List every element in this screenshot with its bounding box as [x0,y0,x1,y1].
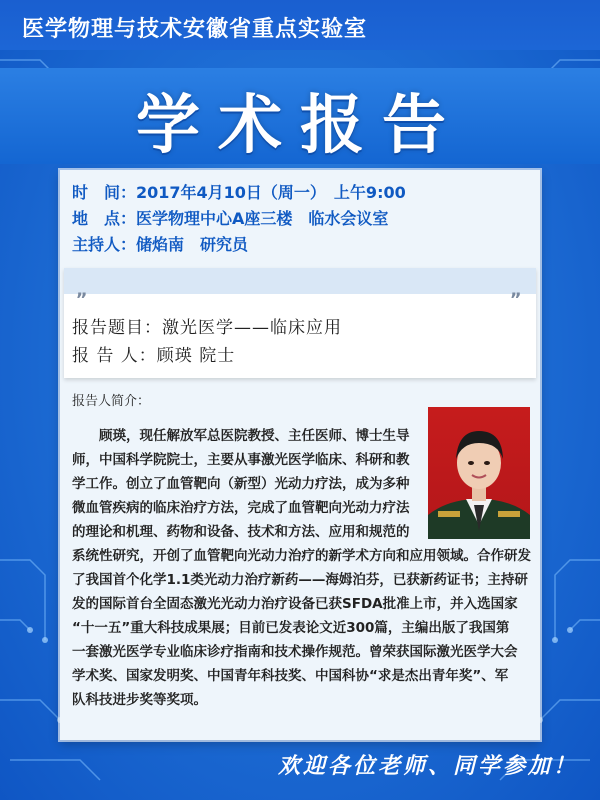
open-quote-icon: „ [76,280,88,301]
event-info [72,180,406,258]
bio-text [72,424,532,712]
talk-speaker: 报 告 人：顾瑛 院士 [72,346,236,366]
talk-topic: 报告题目：激光医学——临床应用 [72,318,342,338]
lab-name: 医学物理与技术安徽省重点实验室 [22,17,368,42]
bio-line: 学工作。创立了血管靶向（新型）光动力疗法，成为多种 [72,476,410,492]
bio-heading: 报告人简介： [72,394,151,409]
bio-line: 顾瑛，现任解放军总医院教授、主任医师、博士生导 [72,428,410,444]
event-place: 地 点：医学物理中心A座三楼 临水会议室 [72,209,389,228]
event-time: 时 间：2017年4月10日（周一） 上午9:00 [72,183,406,202]
event-host: 主持人：储焰南 研究员 [72,235,249,254]
bio-line: 微血管疾病的临床治疗方法，完成了血管靶向光动力疗法 [72,500,410,516]
bio-line: 了我国首个化学1.1类光动力治疗新药——海姆泊芬，已获新药证书；主持研 [72,572,528,588]
bio-line: 队科技进步奖等奖项。 [72,692,207,708]
close-quote-icon: „ [510,280,522,301]
talk-details [72,314,342,370]
bio-line: “十一五”重大科技成果展；目前已发表论文近300篇，主编出版了我国第 [72,620,510,636]
bio-line: 一套激光医学专业临床诊疗指南和技术操作规范。曾荣获国际激光医学大会 [72,644,518,660]
page-title: 学术报告 [136,89,464,163]
bio-line: 师，中国科学院院士，主要从事激光医学临床、科研和教 [72,452,410,468]
bio-line: 发的国际首台全固态激光光动力治疗设备已获SFDA批准上市，并入选国家 [72,596,518,612]
bio-line: 系统性研究，开创了血管靶向光动力治疗的新学术方向和应用领域。合作研发 [72,548,531,564]
talk-panel-strip [64,268,536,294]
bio-line: 的理论和机理、药物和设备、技术和方法、应用和规范的 [72,524,410,540]
bio-line: 学术奖、国家发明奖、中国青年科技奖、中国科协“求是杰出青年奖”、军 [72,668,509,684]
welcome-message: 欢迎各位老师、同学参加！ [277,754,578,779]
